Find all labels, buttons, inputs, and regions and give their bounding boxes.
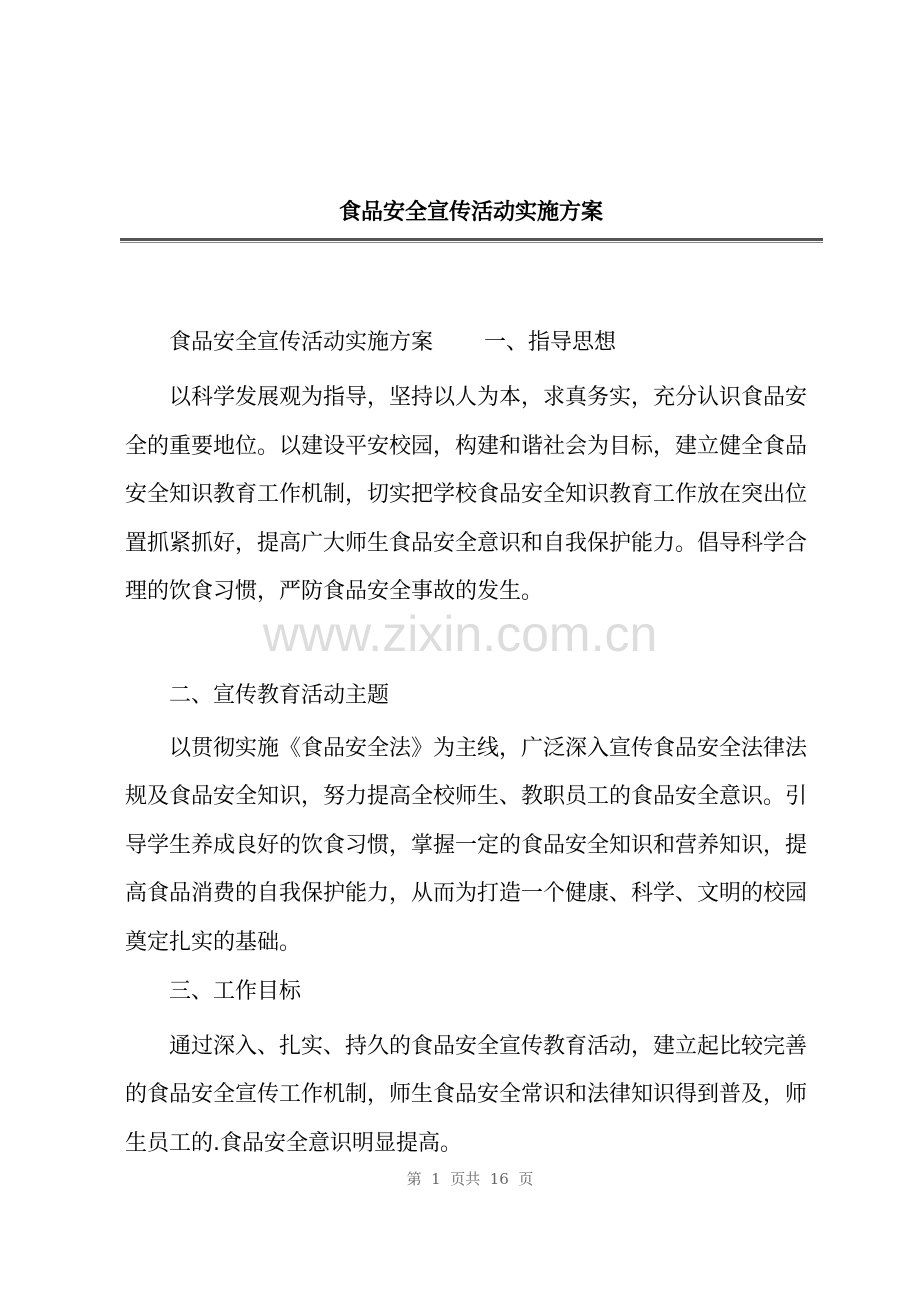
section3-heading: 三、工作目标 <box>169 979 302 1004</box>
document-title: 食品安全宣传活动实施方案 <box>338 200 603 225</box>
watermark: www.zixin.com.cn <box>262 606 658 662</box>
section3-paragraph: 通过深入、扎实、持久的食品安全宣传教育活动，建立起比较完善的食品安全宣传工作机制，师生食品安全常识和法律知识得到普及，师生员工的.食品安全意识明显提高。 <box>125 1033 808 1156</box>
body-section2 <box>125 672 815 967</box>
body-section1 <box>125 374 815 617</box>
section2-paragraph: 以贯彻实施《食品安全法》为主线，广泛深入宣传食品安全法律法规及食品安全知识，努力提高全校师生、教职员工的食品安全意识。引导学生养成良好的饮食习惯，掌握一定的食品安全知识和营养知识，提高食品消费的自我保护能力，从而为打造一个健康、科学、文明的校园奠定扎实的基础。 <box>125 735 808 955</box>
section2-heading: 二、宣传教育活动主题 <box>169 683 390 708</box>
body-upper <box>125 319 815 368</box>
section1-paragraph: 以科学发展观为指导，坚持以人为本，求真务实，充分认识食品安全的重要地位。以建设平安校园，构建和谐社会为目标，建立健全食品安全知识教育工作机制，切实把学校食品安全知识教育工作放在突出位置抓紧抓好，提高广大师生食品安全意识和自我保护能力。倡导科学合理的饮食习惯，严防食品安全事故的发生。 <box>125 385 808 604</box>
intro-heading: 食品安全宣传活动实施方案 一、指导思想 <box>169 330 616 355</box>
title-divider-thin <box>120 242 823 243</box>
title-divider-thick <box>120 238 823 241</box>
body-section3 <box>125 968 815 1168</box>
page-footer: 第 1 页共 16 页 <box>406 1170 534 1188</box>
title-divider <box>120 238 823 244</box>
